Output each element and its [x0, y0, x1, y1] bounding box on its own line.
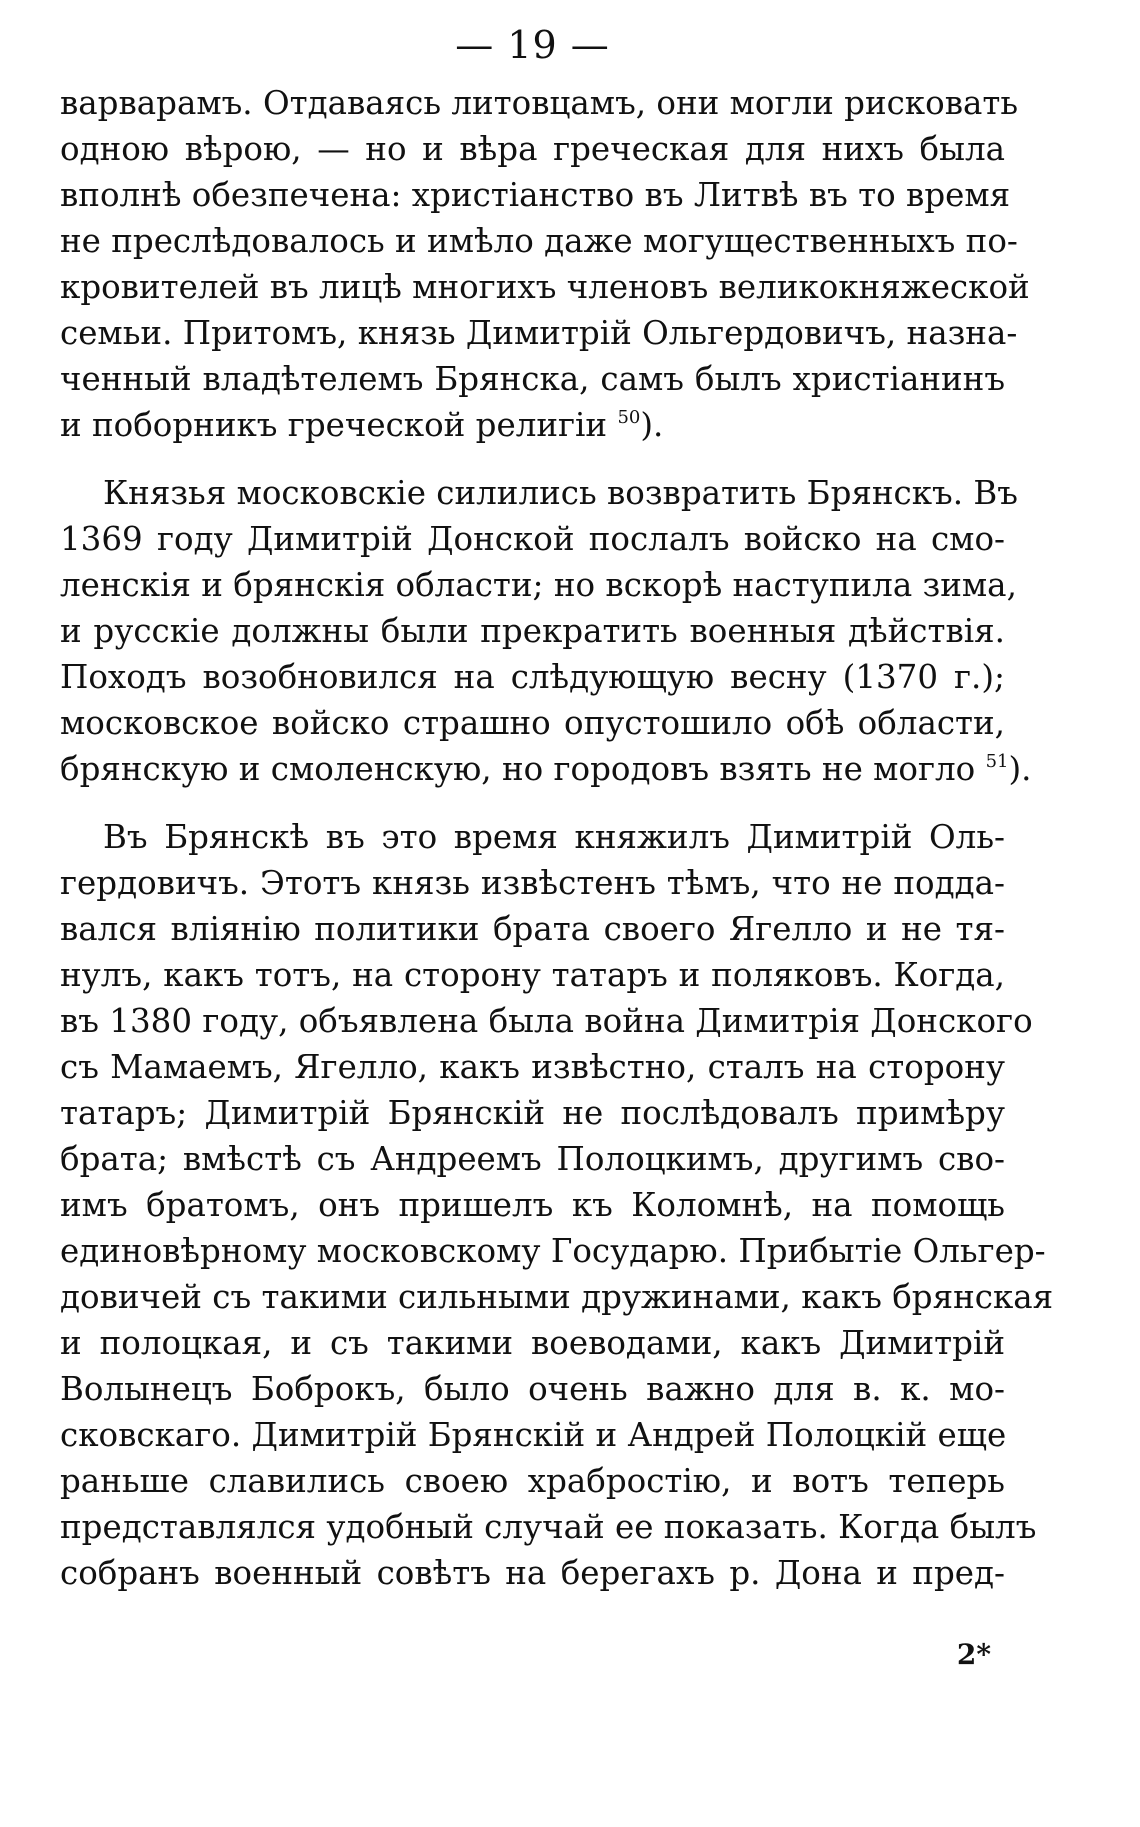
- page-number: — 19 —: [455, 23, 610, 67]
- footnote-marker: 51: [985, 751, 1009, 772]
- text-line: имъ братомъ, онъ пришелъ къ Коломнѣ, на помощь: [60, 1186, 1005, 1224]
- text-line: единовѣрному московскому Государю. Прибытіе Ольгер-: [60, 1232, 1046, 1270]
- text-line: вполнѣ обезпечена: христіанство въ Литвѣ въ то время: [60, 176, 1011, 214]
- text-line: семьи. Притомъ, князь Димитрій Ольгердовичъ, назна-: [60, 314, 1018, 352]
- text-line: Волынецъ Боброкъ, было очень важно для в. к. мо-: [60, 1370, 1005, 1408]
- paragraph-3: [60, 814, 1054, 1596]
- text-line: Князья московскіе силились возвратить Брянскъ. Въ: [103, 474, 1018, 512]
- text-line: варварамъ. Отдаваясь литовцамъ, они могли рисковать: [60, 84, 1019, 122]
- text-line: и полоцкая, и съ такими воеводами, какъ Димитрій: [60, 1324, 1005, 1362]
- footnote-marker: 50: [617, 407, 641, 428]
- text-line-content: брянскую и смоленскую, но городовъ взять не могло: [60, 750, 976, 788]
- text-line: гердовичъ. Этотъ князь извѣстенъ тѣмъ, что не подда-: [60, 864, 1005, 902]
- text-line: московское войско страшно опустошило обѣ области,: [60, 704, 1005, 742]
- text-line: Походъ возобновился на слѣдующую весну (1370 г.);: [60, 658, 1005, 696]
- text-line: ленскія и брянскія области; но вскорѣ наступила зима,: [60, 566, 1017, 604]
- text-line: 1369 году Димитрій Донской послалъ войско на смо-: [60, 520, 1005, 558]
- text-line: татаръ; Димитрій Брянскій не послѣдовалъ примѣру: [60, 1094, 1005, 1132]
- paragraph-2: [60, 470, 1032, 792]
- text-line: съ Мамаемъ, Ягелло, какъ извѣстно, сталъ на сторону: [60, 1048, 1005, 1086]
- line-end-punctuation: ).: [1008, 750, 1032, 788]
- text-line: кровителей въ лицѣ многихъ членовъ великокняжеской: [60, 268, 1030, 306]
- text-line: и русскіе должны были прекратить военныя дѣйствія.: [60, 612, 1005, 650]
- book-page: [60, 20, 1054, 1810]
- text-line: одною вѣрою, — но и вѣра греческая для нихъ была: [60, 130, 1005, 168]
- text-line: вался вліянію политики брата своего Ягелло и не тя-: [60, 910, 1005, 948]
- text-line: Въ Брянскѣ въ это время княжилъ Димитрій Оль-: [103, 818, 1005, 856]
- text-line-last: [60, 402, 1005, 448]
- text-line-last: [60, 746, 1032, 792]
- text-line: представлялся удобный случай ее показать. Когда былъ: [60, 1508, 1037, 1546]
- line-end-punctuation: ).: [640, 406, 664, 444]
- text-line: собранъ военный совѣтъ на берегахъ р. Дона и пред-: [60, 1554, 1005, 1592]
- paragraph-1: [60, 80, 1030, 448]
- text-line: раньше славились своею храбростію, и вотъ теперь: [60, 1462, 1005, 1500]
- text-line: брата; вмѣстѣ съ Андреемъ Полоцкимъ, другимъ сво-: [60, 1140, 1005, 1178]
- text-line-content: и поборникъ греческой религіи: [60, 406, 608, 444]
- text-line: довичей съ такими сильными дружинами, какъ брянская: [60, 1278, 1054, 1316]
- text-line: сковскаго. Димитрій Брянскій и Андрей Полоцкій еще: [60, 1416, 1007, 1454]
- text-line: нулъ, какъ тотъ, на сторону татаръ и поляковъ. Когда,: [60, 956, 1005, 994]
- text-line: ченный владѣтелемъ Брянска, самъ былъ христіанинъ: [60, 360, 1005, 398]
- signature-mark: 2*: [956, 1638, 991, 1671]
- text-line: въ 1380 году, объявлена была война Димитрія Донского: [60, 1002, 1033, 1040]
- text-line: не преслѣдовалось и имѣло даже могущественныхъ по-: [60, 222, 1018, 260]
